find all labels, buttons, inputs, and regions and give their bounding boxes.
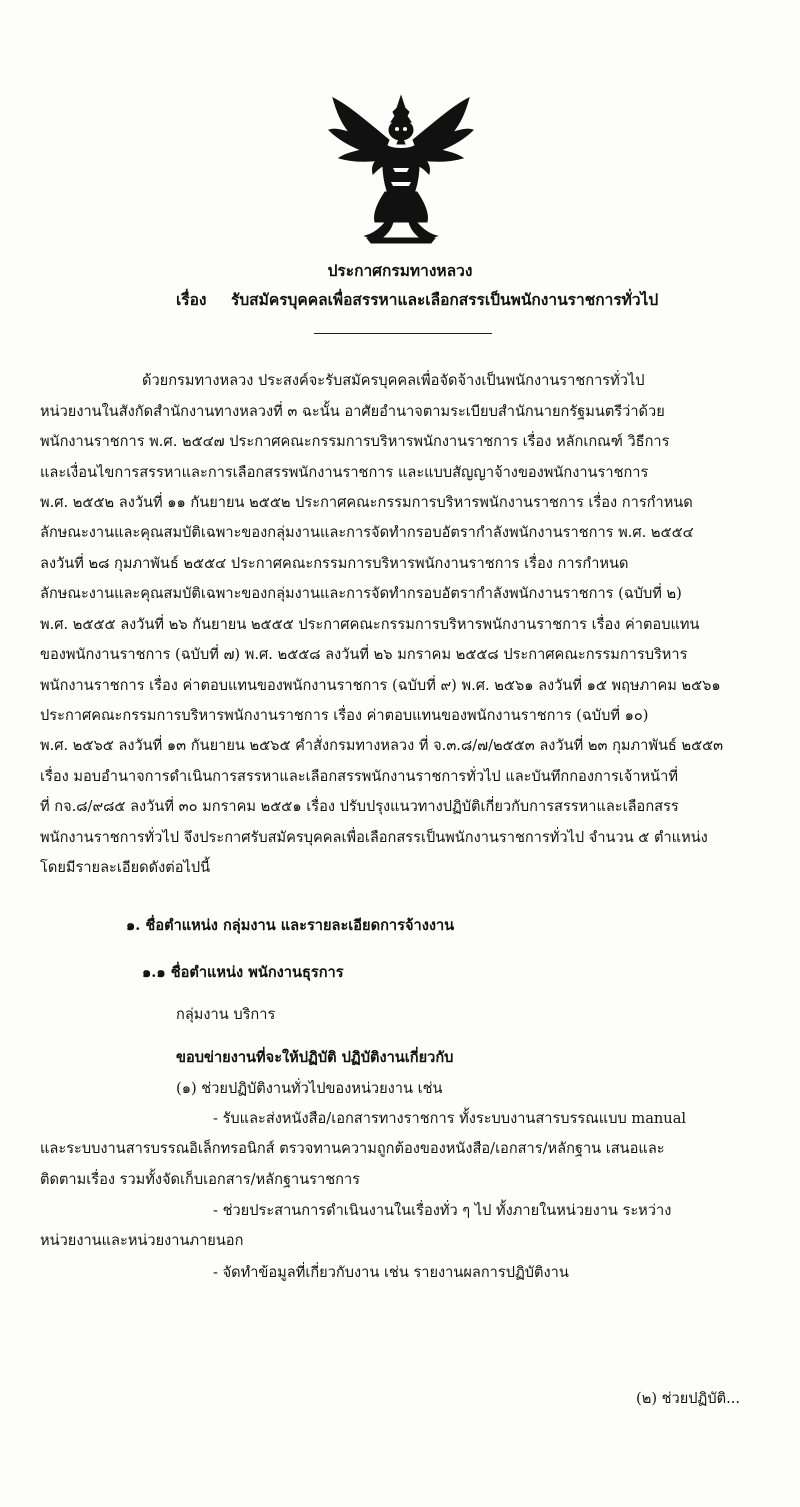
bullet-line: - ช่วยประสานการดำเนินงานในเรื่องทั่ว ๆ ไป ทั้งภายในหน่วยงาน ระหว่าง: [213, 1202, 672, 1219]
list-item: (๑) ช่วยปฏิบัติงานทั่วไปของหน่วยงาน เช่น: [176, 1080, 443, 1097]
section-heading: ๑. ชื่อตำแหน่ง กลุ่มงาน และรายละเอียดการจ้างงาน: [126, 917, 455, 934]
body-line: พนักงานราชการ เรื่อง ค่าตอบแทนของพนักงานราชการ (ฉบับที่ ๙) พ.ศ. ๒๕๖๑ ลงวันที่ ๑๕ พฤษภาคม ๒๕๖๑: [40, 677, 721, 694]
body-line: และเงื่อนไขการสรรหาและการเลือกสรรพนักงานราชการ และแบบสัญญาจ้างของพนักงานราชการ: [40, 464, 649, 481]
body-line: พ.ศ. ๒๕๕๒ ลงวันที่ ๑๑ กันยายน ๒๕๕๒ ประกาศคณะกรรมการบริหารพนักงานราชการ เรื่อง การกำหนด: [40, 494, 693, 511]
body-line: พ.ศ. ๒๕๕๕ ลงวันที่ ๒๖ กันยายน ๒๕๕๕ ประกาศคณะกรรมการบริหารพนักงานราชการ เรื่อง ค่าตอบแทน: [40, 616, 700, 633]
announcement-title: ประกาศกรมทางหลวง: [327, 261, 473, 280]
bullet-line: ติดตามเรื่อง รวมทั้งจัดเก็บเอกสาร/หลักฐานราชการ: [40, 1171, 360, 1188]
body-line: ลักษณะงานและคุณสมบัติเฉพาะของกลุ่มงานและการจัดทำกรอบอัตรากำลังพนักงานราชการ พ.ศ. ๒๕๕๔: [40, 524, 694, 541]
body-line: ด้วยกรมทางหลวง ประสงค์จะรับสมัครบุคคลเพื่อจัดจ้างเป็นพนักงานราชการทั่วไป: [142, 372, 645, 389]
bullet-line: - จัดทำข้อมูลที่เกี่ยวกับงาน เช่น รายงานผลการปฏิบัติงาน: [213, 1264, 569, 1281]
body-line: ของพนักงานราชการ (ฉบับที่ ๗) พ.ศ. ๒๕๕๘ ลงวันที่ ๒๖ มกราคม ๒๕๕๘ ประกาศคณะกรรมการบริหาร: [40, 646, 688, 663]
body-line: หน่วยงานในสังกัดสำนักงานทางหลวงที่ ๓ ฉะนั้น อาศัยอำนาจตามระเบียบสำนักนายกรัฐมนตรีว่าด้วย: [40, 403, 665, 420]
garuda-emblem-icon: [327, 92, 475, 244]
body-line: ที่ กจ.๘/๙๘๕ ลงวันที่ ๓๐ มกราคม ๒๕๕๑ เรื่อง ปรับปรุงแนวทางปฏิบัติเกี่ยวกับการสรรหาและเลือกสรร: [40, 798, 679, 815]
subject-text: รับสมัครบุคคลเพื่อสรรหาและเลือกสรรเป็นพนักงานราชการทั่วไป: [231, 290, 659, 309]
body-line: เรื่อง มอบอำนาจการดำเนินการสรรหาและเลือกสรรพนักงานราชการทั่วไป และบันทึกกองการเจ้าหน้าที่: [40, 768, 678, 785]
bullet-line: - รับและส่งหนังสือ/เอกสารทางราชการ ทั้งระบบงานสารบรรณแบบ manual: [213, 1110, 687, 1127]
bullet-line: หน่วยงานและหน่วยงานภายนอก: [40, 1232, 244, 1249]
work-group: กลุ่มงาน บริการ: [176, 1006, 276, 1023]
body-line: ลักษณะงานและคุณสมบัติเฉพาะของกลุ่มงานและการจัดทำกรอบอัตรากำลังพนักงานราชการ (ฉบับที่ ๒): [40, 585, 682, 602]
body-line: โดยมีรายละเอียดดังต่อไปนี้: [40, 859, 211, 876]
subject-label: เรื่อง: [176, 290, 207, 309]
body-line: ประกาศคณะกรรมการบริหารพนักงานราชการ เรื่อง ค่าตอบแทนของพนักงานราชการ (ฉบับที่ ๑๐): [40, 707, 649, 724]
subsection-heading: ๑.๑ ชื่อตำแหน่ง พนักงานธุรการ: [142, 964, 344, 981]
scope-heading: ขอบข่ายงานที่จะให้ปฏิบัติ ปฏิบัติงานเกี่ยวกับ: [176, 1049, 454, 1066]
page-continuation: (๒) ช่วยปฏิบัติ...: [636, 1390, 741, 1407]
body-line: พนักงานราชการ พ.ศ. ๒๕๔๗ ประกาศคณะกรรมการบริหารพนักงานราชการ เรื่อง หลักเกณฑ์ วิธีการ: [40, 433, 670, 450]
body-line: พนักงานราชการทั่วไป จึงประกาศรับสมัครบุคคลเพื่อเลือกสรรเป็นพนักงานราชการทั่วไป จำนวน ๕ ตำแหน่ง: [40, 829, 708, 846]
bullet-line: และระบบงานสารบรรณอิเล็กทรอนิกส์ ตรวจทานความถูกต้องของหนังสือ/เอกสาร/หลักฐาน เสนอและ: [40, 1140, 665, 1157]
title-divider: [314, 333, 492, 334]
body-line: พ.ศ. ๒๕๖๕ ลงวันที่ ๑๓ กันยายน ๒๕๖๕ คำสั่งกรมทางหลวง ที่ จ.๓.๘/๗/๒๕๕๓ ลงวันที่ ๒๓ กุมภาพันธ์ ๒๕๕๓: [40, 737, 724, 754]
body-line: ลงวันที่ ๒๘ กุมภาพันธ์ ๒๕๕๔ ประกาศคณะกรรมการบริหารพนักงานราชการ เรื่อง การกำหนด: [40, 555, 629, 572]
